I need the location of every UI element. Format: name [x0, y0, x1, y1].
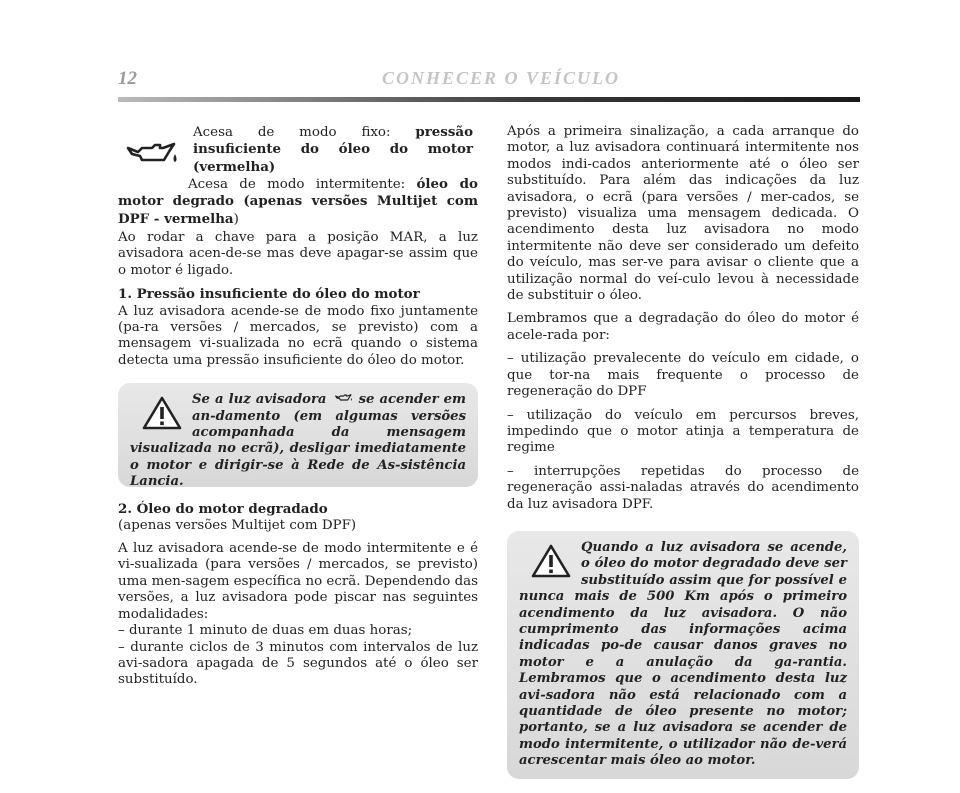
list-item: – utilização do veículo em percursos breves, impedindo que o motor atinja a temperatura de regime [507, 407, 859, 456]
warning-box-low-pressure [118, 383, 478, 490]
para-after-signal: Após a primeira sinalização, a cada arranque do motor, a luz avisadora continuará intermitente nos modos indi-cados anteriormente até o óleo ser substituído. Para além das indicações da luz avisadora, o ecrã (para versões / mer-cados, se previsto) visualiza uma mensagem dedicada. O acendimento desta luz avisadora no modo intermitente não deve ser considerado um defeito do veículo, mas ser-ve para avisar o cliente que a utilização normal do veí-culo levou à necessidade de substituir o óleo. [507, 124, 859, 304]
list-item: – durante 1 minuto de duas em duas horas; [118, 623, 413, 639]
list-item: – interrupções repetidas do processo de regeneração assi-naladas através do acendimento da luz avisadora DPF. [507, 463, 859, 512]
warning1-before: Se a luz avisadora [192, 392, 332, 408]
blink-suffix: ) [233, 211, 239, 227]
fixed-bold: pressão insuficiente do óleo do motor (vermelha) [193, 124, 473, 175]
para-degradation-causes: Lembramos que a degradação do óleo do motor é acele-rada por: [507, 311, 859, 343]
oil-can-icon [122, 136, 178, 172]
section-title: CONHECER O VEÍCULO [382, 68, 621, 88]
warning-triangle-icon [531, 544, 571, 578]
header-rule [118, 97, 860, 102]
fixed-light-text [193, 124, 473, 176]
blink-bold: óleo do motor degrado (apenas versões Multijet com DPF - vermelha [118, 176, 478, 227]
warning-triangle-icon [142, 396, 182, 430]
right-column [507, 124, 859, 793]
heading-degraded-oil: 2. Óleo do motor degradado [118, 501, 328, 518]
heading-degraded-oil-sub: (apenas versões Multijet com DPF) [118, 517, 357, 533]
heading-low-pressure: 1. Pressão insuficiente do óleo do motor [118, 286, 420, 303]
oil-warning-intro [118, 124, 478, 230]
warning2-text: Quando a luz avisadora se acende, o óleo do motor degradado deve ser substituído assim que for possível e nunca mais de 500 Km após o primeiro acendimento da luz avisadora. O não cumprimento das informações acima indicadas po-de causar danos graves no motor e a anulação da ga-rantia. Lembramos que o acendimento desta luz avi-sadora não está relacionado com a quantidade de óleo presente no motor; portanto, se a luz avisadora se acender de modo intermitente, o utilizador não de-verá acrescentar mais óleo ao motor. [519, 539, 847, 769]
warning1-after: se acender em an-damento (em algumas versões acompanhada da mensagem visualizada no ecrã), desligar imediatamente o motor e dirigir-se à Rede de As-sistência Lancia. [130, 392, 467, 490]
warning-box-degraded-oil [507, 531, 859, 779]
list-item: – durante ciclos de 3 minutos com intervalos de luz avi-sadora apagada de 5 segundos até o óleo ser substituído. [118, 639, 478, 688]
page-header [0, 0, 960, 110]
list-item: – utilização prevalecente do veículo em cidade, o que tor-na mais frequente o processo de regeneração do DPF [507, 351, 859, 400]
left-column [118, 124, 478, 689]
para-mar: Ao rodar a chave para a posição MAR, a luz avisadora acen-de-se mas deve apagar-se assim que o motor é ligado. [118, 230, 478, 278]
fixed-prefix: Acesa de modo fixo: [193, 125, 416, 140]
oil-can-icon [332, 392, 354, 404]
blink-prefix: Acesa de modo intermitente: [188, 177, 417, 192]
page-number: 12 [118, 68, 137, 89]
para-low-pressure: A luz avisadora acende-se de modo fixo juntamente (pa-ra versões / mercados, se previsto) com a mensagem vi-sualizada no ecrã quando o sistema detecta uma pressão insuficiente do óleo do motor. [118, 303, 478, 368]
blinking-light-text [118, 176, 478, 228]
para-degraded-oil: A luz avisadora acende-se de modo intermitente e é vi-sualizada (para versões / mercados, se previsto) uma men-sagem específica no ecrã. Dependendo das versões, a luz avisadora pode piscar nas seguintes modalidades: [118, 541, 478, 622]
